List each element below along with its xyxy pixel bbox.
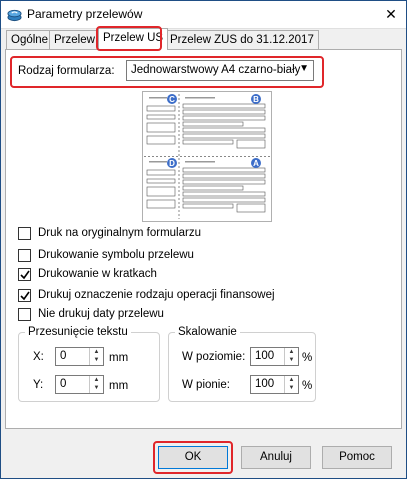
form-type-value: Jednowarstwowy A4 czarno-biały	[131, 64, 301, 76]
spin-down-icon[interactable]: ▼	[288, 385, 295, 391]
spin-up-icon[interactable]: ▲	[288, 349, 295, 355]
offset-x-unit: mm	[109, 352, 129, 364]
badge-c-label: C	[169, 95, 175, 104]
badge-b-label: B	[253, 95, 259, 104]
offset-y-value: 0	[60, 378, 67, 390]
option-label: Drukowanie symbolu przelewu	[38, 249, 194, 261]
tab-przelew-zus[interactable]	[165, 30, 319, 49]
window-title: Parametry przelewów	[27, 7, 143, 21]
title-bar	[1, 1, 406, 29]
scale-vertical-value: 100	[255, 378, 275, 390]
close-button[interactable]	[378, 2, 404, 26]
checkbox[interactable]	[18, 249, 31, 262]
scale-vertical-label: W pionie:	[182, 379, 230, 391]
tab-label: Ogólne	[11, 34, 49, 46]
help-button[interactable]	[322, 446, 392, 469]
form-preview	[142, 91, 272, 222]
spin-up-icon[interactable]: ▲	[93, 349, 100, 355]
cancel-button-label: Anuluj	[260, 451, 292, 463]
ok-button[interactable]	[158, 446, 228, 469]
tab-label: Przelew	[54, 34, 95, 46]
checkbox[interactable]	[18, 308, 31, 321]
spinner-buttons	[89, 348, 103, 365]
spin-down-icon[interactable]: ▼	[93, 357, 100, 363]
spinner-buttons	[89, 376, 103, 393]
tab-panel-przelew-us	[5, 49, 402, 429]
tab-label: Przelew ZUS do 31.12.2017	[170, 34, 314, 46]
badge-c	[167, 94, 177, 104]
tab-label: Przelew US	[103, 32, 164, 44]
badge-a-label: A	[253, 159, 259, 168]
scale-horizontal-unit: %	[302, 352, 313, 364]
spin-up-icon[interactable]: ▲	[93, 377, 100, 383]
checkbox[interactable]	[18, 289, 31, 302]
spinner-buttons	[284, 348, 298, 365]
help-button-label: Pomoc	[339, 451, 375, 463]
tab-przelew-us[interactable]	[98, 28, 168, 50]
scale-vertical-spinner[interactable]	[250, 375, 299, 394]
checkmark-icon	[20, 291, 30, 301]
close-icon: ✕	[385, 6, 397, 22]
form-type-select[interactable]	[126, 60, 314, 81]
offset-x-label: X:	[33, 351, 44, 363]
badge-b	[251, 94, 261, 104]
cancel-button[interactable]	[241, 446, 311, 469]
offset-y-spinner[interactable]	[55, 375, 104, 394]
scaling-title: Skalowanie	[178, 326, 237, 338]
spin-down-icon[interactable]: ▼	[288, 357, 295, 363]
tab-ogolne[interactable]	[6, 30, 53, 49]
badge-d	[167, 158, 177, 168]
option-label: Drukowanie w kratkach	[38, 268, 157, 280]
ok-button-label: OK	[184, 451, 202, 463]
spin-down-icon[interactable]: ▼	[93, 385, 100, 391]
spinner-buttons	[284, 376, 298, 393]
checkbox[interactable]	[18, 227, 31, 240]
option-label: Nie drukuj daty przelewu	[38, 308, 164, 320]
offset-x-spinner[interactable]	[55, 347, 104, 366]
option-label: Druk na oryginalnym formularzu	[38, 227, 201, 239]
badge-d-label: D	[169, 159, 175, 168]
chevron-down-icon: ▼	[299, 63, 309, 74]
scale-horizontal-label: W poziomie:	[182, 351, 246, 363]
option-label: Drukuj oznaczenie rodzaju operacji finansowej	[38, 289, 275, 301]
scale-horizontal-value: 100	[255, 350, 275, 362]
checkmark-icon	[20, 270, 30, 280]
text-offset-title: Przesunięcie tekstu	[28, 326, 128, 338]
form-preview-image	[143, 92, 271, 221]
app-coin-icon	[7, 7, 22, 22]
offset-x-value: 0	[60, 350, 67, 362]
spin-up-icon[interactable]: ▲	[288, 377, 295, 383]
dialog-footer	[1, 433, 406, 478]
badge-a	[251, 158, 261, 168]
tab-przelew[interactable]	[49, 30, 100, 49]
scale-horizontal-spinner[interactable]	[250, 347, 299, 366]
offset-y-unit: mm	[109, 380, 129, 392]
offset-y-label: Y:	[33, 379, 44, 391]
checkbox[interactable]	[18, 268, 31, 281]
scale-vertical-unit: %	[302, 380, 313, 392]
form-type-label: Rodzaj formularza:	[18, 65, 115, 77]
